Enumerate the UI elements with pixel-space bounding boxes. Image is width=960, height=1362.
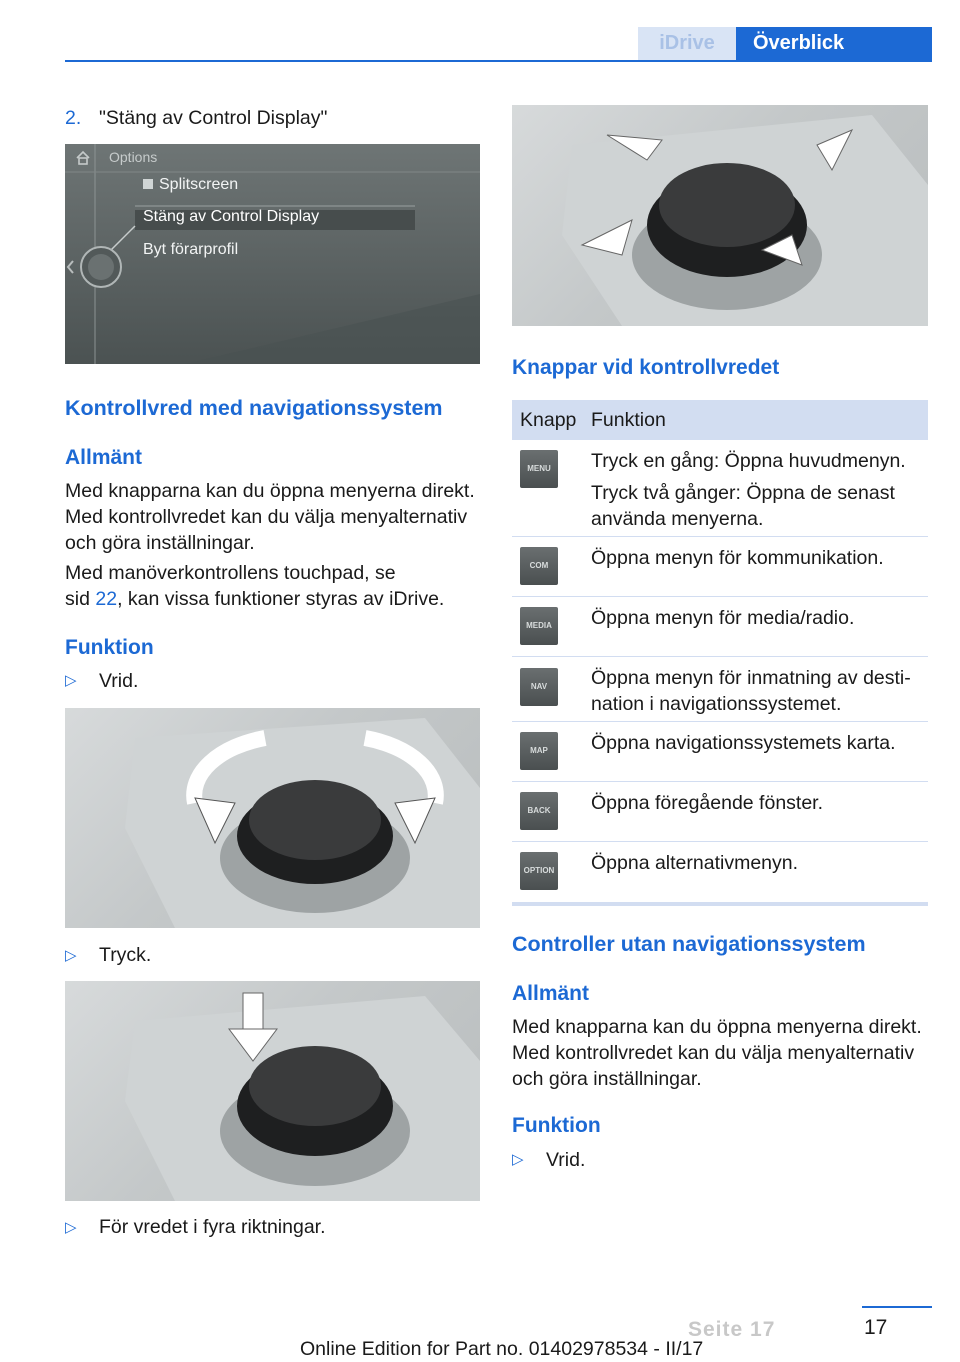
col-header-function: Funktion: [591, 409, 666, 431]
col-header-button: Knapp: [520, 409, 577, 431]
header-rule: [65, 60, 932, 62]
map-button-icon: MAP: [520, 732, 558, 770]
subheading-function: Funktion: [512, 1114, 601, 1137]
menu-button-icon: MENU: [520, 450, 558, 488]
bullet-arrow-icon: ▷: [65, 947, 77, 964]
subheading-general: Allmänt: [512, 982, 590, 1005]
page-number: 17: [864, 1316, 888, 1339]
table-row: Öppna alternativmenyn.: [591, 852, 799, 874]
table-header: [512, 400, 928, 440]
menu-item-turn-off-display: Stäng av Control Display: [143, 208, 320, 225]
row-divider: [512, 656, 928, 657]
page-link[interactable]: 22: [95, 588, 118, 610]
home-icon: [75, 150, 91, 166]
row-divider: [512, 596, 928, 597]
header-chapter-tab: Överblick: [736, 27, 932, 60]
controller-rotate-image: [65, 708, 480, 928]
header-section-tab: iDrive: [638, 27, 736, 60]
section-heading-without-nav: Controller utan navigationssystem: [512, 932, 866, 956]
table-row: Öppna menyn för inmatning av desti‐ nation i navigationssystemet.: [591, 667, 911, 715]
step-number: 2.: [65, 107, 82, 129]
paragraph-touchpad: Med manöverkontrollens touchpad, se sid 22, kan vissa funktioner styras av iDrive.: [65, 562, 445, 610]
com-button-icon: COM: [520, 547, 558, 585]
step-text: "Stäng av Control Display": [99, 107, 328, 129]
section-heading-with-nav: Kontrollvred med navigationssystem: [65, 396, 443, 420]
row-divider: [512, 721, 928, 722]
row-divider: [512, 781, 928, 782]
table-row: Öppna menyn för media/radio.: [591, 607, 855, 629]
media-button-icon: MEDIA: [520, 607, 558, 645]
table-row: Öppna navigationssystemets karta.: [591, 732, 896, 754]
row-divider: [512, 536, 928, 537]
watermark: Seite 17: [688, 1318, 776, 1341]
paragraph-general: Med knapparna kan du öppna menyerna direkt. Med kontrollvredet kan du välja menyalternativ och göra inställningar.: [65, 480, 475, 554]
table-end-rule: [512, 902, 928, 906]
edition-line: Online Edition for Part no. 01402978534 - II/17: [300, 1338, 704, 1360]
control-display-screenshot: [65, 144, 480, 364]
table-row: Tryck en gång: Öppna huvudmenyn. Tryck två gånger: Öppna de senast använda menyerna.: [591, 450, 906, 530]
bullet-arrow-icon: ▷: [65, 1219, 77, 1236]
subheading-general: Allmänt: [65, 446, 143, 469]
bullet-arrow-icon: ▷: [65, 672, 77, 689]
option-button-icon: OPTION: [520, 852, 558, 890]
bullet-four-directions: För vredet i fyra riktningar.: [99, 1216, 326, 1238]
heading-buttons-at-controller: Knappar vid kontrollvredet: [512, 356, 780, 379]
bullet-press: Tryck.: [99, 944, 152, 966]
bullet-arrow-icon: ▷: [512, 1151, 524, 1168]
paragraph-general: Med knapparna kan du öppna menyerna direkt. Med kontrollvredet kan du välja menyalternativ och göra inställningar.: [512, 1016, 922, 1090]
menu-item-change-driver-profile: Byt förarprofil: [143, 241, 239, 258]
bullet-rotate: Vrid.: [546, 1149, 586, 1171]
row-divider: [512, 841, 928, 842]
splitscreen-icon: [143, 179, 153, 189]
back-button-icon: BACK: [520, 792, 558, 830]
controller-four-directions-image: [512, 105, 928, 326]
screen-title: Options: [109, 149, 158, 165]
controller-press-image: [65, 981, 480, 1201]
menu-item-splitscreen: Splitscreen: [143, 176, 238, 194]
table-row: Öppna föregående fönster.: [591, 792, 824, 814]
bullet-rotate: Vrid.: [99, 670, 139, 692]
table-row: Öppna menyn för kommunikation.: [591, 547, 884, 569]
nav-button-icon: NAV: [520, 668, 558, 706]
footer-rule: [862, 1306, 932, 1308]
subheading-function: Funktion: [65, 636, 154, 659]
